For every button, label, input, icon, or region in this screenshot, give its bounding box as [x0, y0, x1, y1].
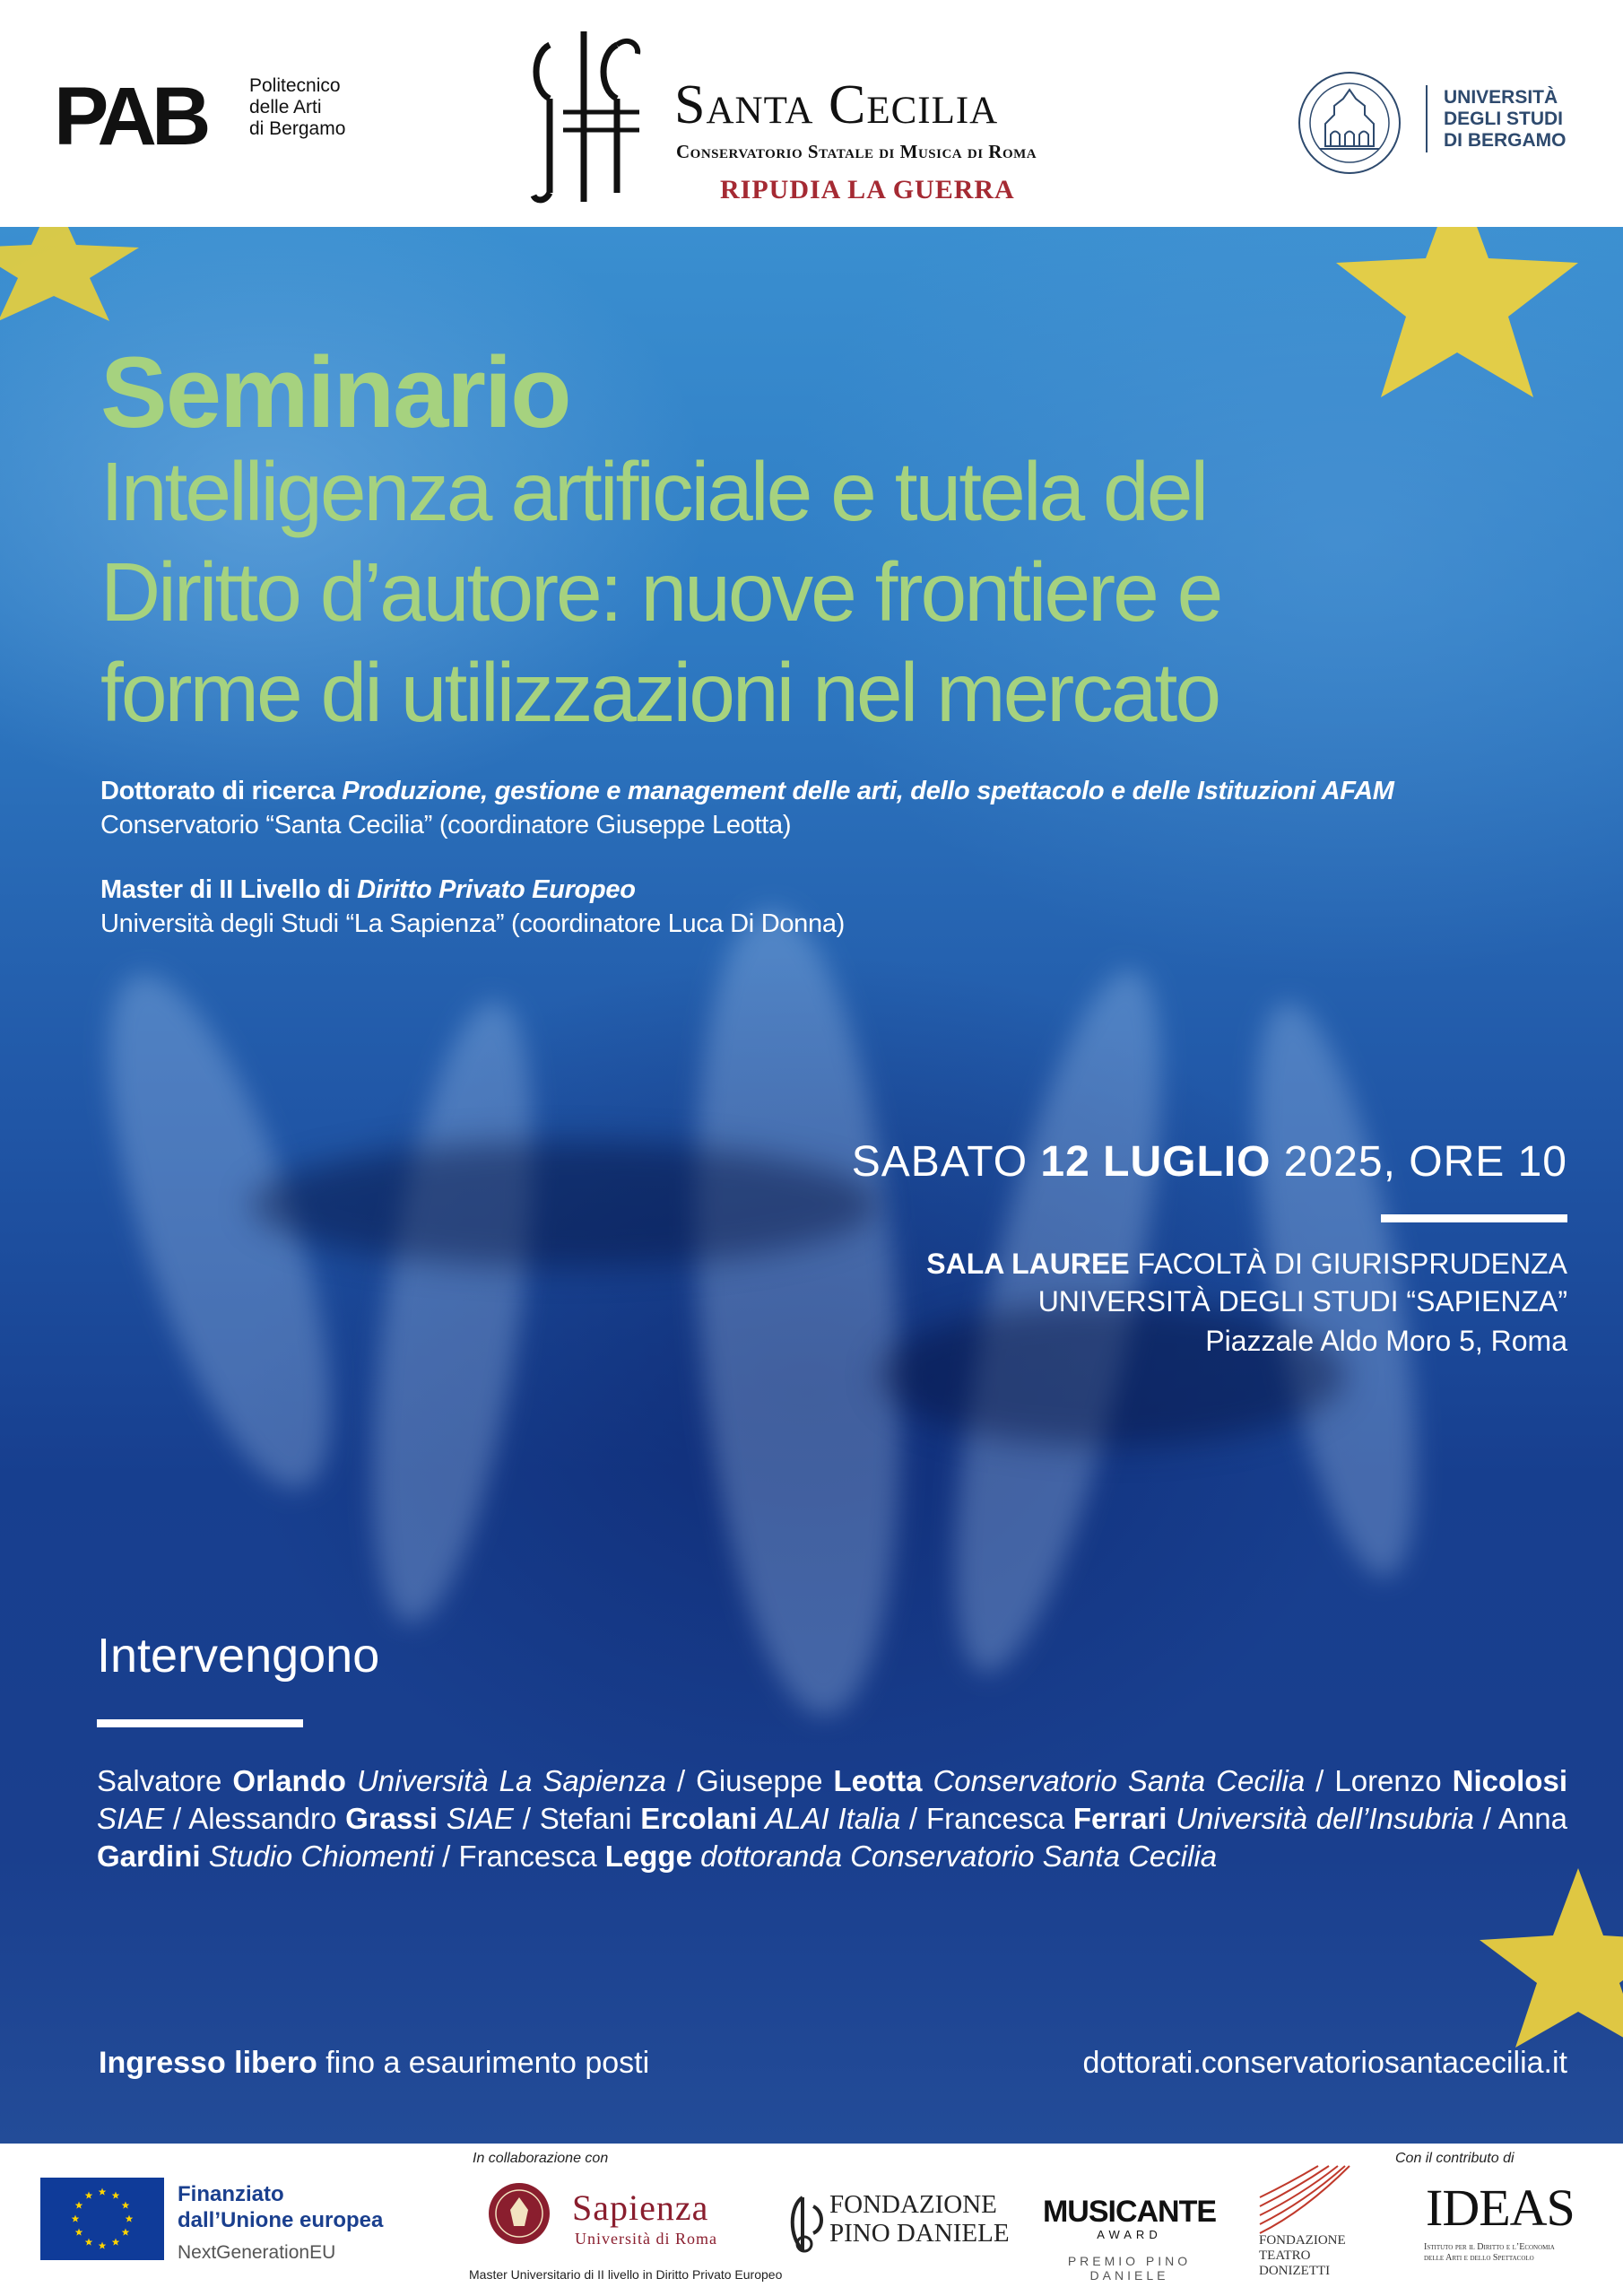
master-detail: Università degli Studi “La Sapienza” (coordinatore Luca Di Donna)	[100, 909, 846, 938]
speaker-last-name: Legge	[604, 1839, 692, 1873]
speaker-affiliation: dottoranda Conservatorio Santa Cecilia	[691, 1839, 1218, 1873]
pab-logo	[54, 72, 220, 161]
santa-cecilia-title: Santa Cecilia	[674, 74, 999, 135]
dottorato-detail: Conservatorio “Santa Cecilia” (coordinatore Giuseppe Leotta)	[100, 811, 792, 839]
speaker-last-name: Leotta	[833, 1764, 923, 1797]
collaboration-label: In collaborazione con	[473, 2151, 609, 2166]
ripudia-la-guerra-tagline: RIPUDIA LA GUERRA	[720, 175, 1015, 204]
sapienza-seal-icon	[487, 2181, 551, 2246]
speaker-first-name: Francesca	[925, 1802, 1073, 1835]
dottorato-line	[100, 776, 1394, 807]
musicante-name: MUSICANTE	[1042, 2195, 1217, 2229]
seminar-subtitle-line: Diritto d’autore: nuove frontiere e	[100, 545, 1221, 639]
speaker-last-name: Gardini	[97, 1839, 201, 1873]
paint-streak	[343, 992, 563, 1632]
speaker-affiliation: Studio Chiomenti	[200, 1839, 435, 1873]
speaker-last-name: Nicolosi	[1452, 1764, 1567, 1797]
dottorato-program: Produzione, gestione e management delle arti, dello spettacolo e delle Istituzioni AFAM	[342, 777, 1394, 805]
speaker-separator: /	[900, 1802, 926, 1835]
speaker-first-name: Giuseppe	[696, 1764, 834, 1797]
teatro-donizetti-logo-icon	[1255, 2161, 1354, 2238]
website-link[interactable]: dottorati.conservatoriosantacecilia.it	[1082, 2046, 1567, 2080]
master-line	[100, 874, 636, 906]
speaker-last-name: Ercolani	[640, 1802, 758, 1835]
speaker-last-name: Grassi	[345, 1802, 438, 1835]
sapienza-subtitle: Università di Roma	[575, 2230, 717, 2248]
unibg-seal-icon	[1297, 70, 1402, 176]
unibg-name: UNIVERSITÀ DEGLI STUDI DI BERGAMO	[1444, 87, 1567, 151]
master-program: Diritto Privato Europeo	[357, 875, 636, 904]
venue-address: Piazzale Aldo Moro 5, Roma	[1205, 1325, 1567, 1357]
eu-funding-text	[178, 2181, 383, 2233]
eu-star-bottom-right-icon	[1462, 1868, 1623, 2048]
musicante-award-logo	[1042, 2195, 1217, 2283]
pab-name: Politecnico delle Arti di Bergamo	[249, 75, 346, 139]
venue-room-line	[926, 1248, 1567, 1281]
entry-note	[99, 2046, 649, 2081]
speaker-last-name: Ferrari	[1072, 1802, 1167, 1835]
pino-daniele-name: FONDAZIONE PINO DANIELE	[829, 2190, 1010, 2248]
event-day: SABATO	[851, 1138, 1028, 1186]
speaker-separator: /	[513, 1802, 540, 1835]
teatro-donizetti-name: FONDAZIONE TEATRO DONIZETTI	[1259, 2233, 1346, 2278]
speakers-list	[97, 1762, 1567, 1875]
eu-flag-icon	[40, 2178, 164, 2260]
dottorato-label: Dottorato di ricerca	[100, 777, 335, 805]
paint-streak	[672, 902, 924, 1721]
pab-mark: PAB	[54, 71, 206, 162]
footer	[0, 2144, 1623, 2296]
speaker-separator: /	[1305, 1764, 1335, 1797]
speaker-affiliation: Conservatorio Santa Cecilia	[922, 1764, 1306, 1797]
speaker-first-name: Alessandro	[188, 1802, 346, 1835]
eu-next-generation: NextGenerationEU	[178, 2242, 336, 2263]
speaker-affiliation: Università dell’Insubria	[1167, 1802, 1474, 1835]
speaker-affiliation: SIAE	[437, 1802, 514, 1835]
speaker-first-name: Anna	[1497, 1802, 1567, 1835]
musicante-award: AWARD	[1097, 2228, 1162, 2241]
header	[0, 0, 1623, 227]
event-time: 2025, ORE 10	[1283, 1138, 1567, 1186]
eu-line-1: Finanziato	[178, 2182, 284, 2206]
speaker-affiliation: ALAI Italia	[757, 1802, 901, 1835]
unibg-divider	[1426, 85, 1428, 152]
speaker-last-name: Orlando	[232, 1764, 346, 1797]
venue-faculty: FACOLTÀ DI GIURISPRUDENZA	[1137, 1248, 1567, 1280]
speaker-first-name: Salvatore	[97, 1764, 233, 1797]
entry-bold: Ingresso libero	[99, 2046, 317, 2080]
speakers-underline	[97, 1719, 303, 1727]
speaker-affiliation: SIAE	[97, 1802, 165, 1835]
venue-university: UNIVERSITÀ DEGLI STUDI “SAPIENZA”	[1037, 1285, 1567, 1318]
contribution-label: Con il contributo di	[1395, 2151, 1515, 2166]
speaker-first-name: Francesca	[458, 1839, 605, 1873]
date-underline	[1381, 1214, 1567, 1222]
speaker-separator: /	[665, 1764, 697, 1797]
santa-cecilia-subtitle: Conservatorio Statale di Musica di Roma	[676, 141, 1037, 162]
santa-cecilia-monogram-icon	[523, 27, 648, 206]
speaker-affiliation: Università La Sapienza	[345, 1764, 666, 1797]
musicante-subtitle: PREMIO PINO DANIELE	[1067, 2254, 1192, 2283]
event-date	[852, 1137, 1567, 1187]
speakers-heading: Intervengono	[97, 1629, 380, 1683]
speaker-first-name: Stefani	[539, 1802, 641, 1835]
seminar-subtitle-line: Intelligenza artificiale e tutela del	[100, 445, 1207, 538]
speaker-separator: /	[164, 1802, 189, 1835]
speaker-separator: /	[1473, 1802, 1498, 1835]
seminar-subtitle-line: forme di utilizzazioni nel mercato	[100, 646, 1219, 739]
poster-background	[0, 227, 1623, 2144]
seminar-title: Seminario	[100, 336, 570, 448]
speaker-separator: /	[434, 1839, 459, 1873]
eu-line-2: dall’Unione europea	[178, 2208, 384, 2232]
event-date-bold: 12 LUGLIO	[1040, 1138, 1271, 1186]
sapienza-caption: Master Universitario di II livello in Diritto Privato Europeo	[469, 2267, 783, 2282]
paint-shadow	[251, 1142, 879, 1267]
sapienza-name: Sapienza	[572, 2187, 709, 2228]
ideas-name: IDEAS	[1426, 2179, 1575, 2237]
master-label: Master di II Livello di	[100, 875, 351, 904]
speaker-first-name: Lorenzo	[1334, 1764, 1453, 1797]
entry-rest: fino a esaurimento posti	[325, 2046, 650, 2080]
eu-star-top-right-icon	[1309, 227, 1605, 397]
venue-room: SALA LAUREE	[926, 1248, 1130, 1280]
eu-star-top-left-icon	[0, 227, 161, 321]
ideas-subtitle: Istituto per il Diritto e l’Economia delle Arti e dello Spettacolo	[1424, 2242, 1555, 2263]
